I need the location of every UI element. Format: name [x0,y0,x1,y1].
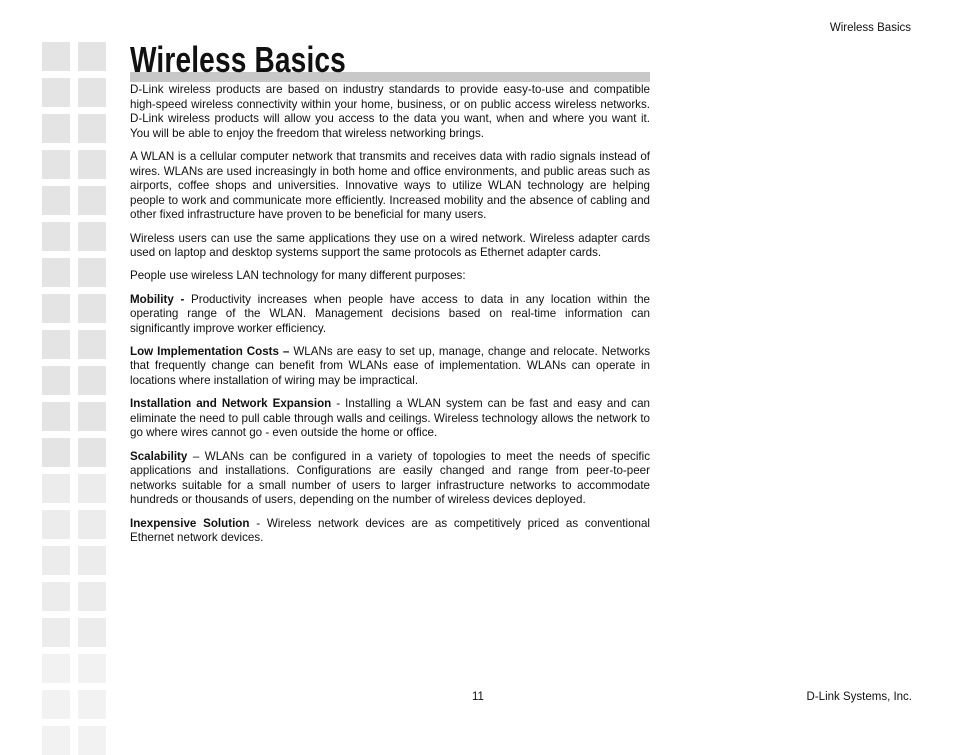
benefit-text: - Installing a WLAN system can be fast and easy and can eliminate the need to pull cable through walls and ceilings. Wireless technology allows the network to go where wires cannot go - even outside the home or office. [130,397,650,440]
decor-square [42,438,70,467]
paragraph-users: Wireless users can use the same applications they use on a wired network. Wireless adapter cards used on laptop and desktop systems support the same protocols as Ethernet adapter cards. [130,231,650,260]
decor-square [78,258,106,287]
decor-square [42,654,70,683]
decor-square [78,546,106,575]
decor-square [78,114,106,143]
decor-square [42,222,70,251]
decor-square [42,114,70,143]
decor-square [78,78,106,107]
benefit-term: Mobility - [130,292,185,306]
decor-square [42,618,70,647]
decor-square [42,690,70,719]
benefit-text: – WLANs can be configured in a variety of topologies to meet the needs of specific applications and installations. Configurations are easily changed and range from peer-to-peer networks suitable for a small number of users to larger infrastructure networks to accommodate hundreds or thousands of users, depending on the number of wireless devices deployed. [130,449,650,507]
title-block [130,40,650,82]
paragraph-intro: D-Link wireless products are based on industry standards to provide easy-to-use and compatible high-speed wireless connectivity within your home, business, or on public access wireless networks. D-Link wireless products will allow you access to the data you want, when and where you want it. You will be able to enjoy the freedom that wireless networking brings. [130,83,650,140]
decor-square [78,618,106,647]
decor-square [78,150,106,179]
decorative-side-squares [42,42,108,712]
decor-square [78,654,106,683]
body-text [130,83,650,554]
decor-square [42,510,70,539]
benefit-text: Productivity increases when people have access to data in any location within the operating range of the WLAN. Management decisions based on real-time information can significantly improve worker efficiency. [130,292,650,335]
decor-square [42,366,70,395]
decor-square [42,186,70,215]
benefit-term: Inexpensive Solution [130,516,250,530]
section-header: Wireless Basics [829,22,911,34]
benefit-term: Installation and Network Expansion [130,397,332,411]
decor-square [42,294,70,323]
decor-square [42,546,70,575]
decor-square [78,402,106,431]
benefit-installation [130,397,650,441]
decor-square [78,510,106,539]
decor-square [78,294,106,323]
benefit-scalability [130,450,650,508]
decor-square [42,726,70,755]
page-title: Wireless Basics [130,39,346,80]
decor-square [42,78,70,107]
decor-square [78,690,106,719]
decor-square [78,474,106,503]
decor-square [78,42,106,71]
decor-square [78,726,106,755]
decor-square [78,438,106,467]
benefit-term: Low Implementation Costs – [130,344,290,358]
decor-square [42,258,70,287]
decor-square [42,582,70,611]
decor-square [78,582,106,611]
benefit-text: WLANs are easy to set up, manage, change and relocate. Networks that frequently change can benefit from WLANs ease of implementation. WLANs can operate in locations where installation of wiring may be impractical. [130,344,650,388]
paragraph-purposes: People use wireless LAN technology for many different purposes: [130,269,466,283]
decor-square [78,222,106,251]
page-number: 11 [472,691,484,703]
decor-square [42,42,70,71]
footer-company: D-Link Systems, Inc. [806,691,912,703]
decor-square [42,474,70,503]
decor-square [42,150,70,179]
decor-square [42,402,70,431]
benefit-inexpensive [130,517,650,546]
decor-square [78,186,106,215]
paragraph-wlan: A WLAN is a cellular computer network that transmits and receives data with radio signals instead of wires. WLANs are used increasingly in both home and office environments, and public areas such as airports, coffee shops and universities. Innovative ways to utilize WLAN technology are helping people to work and communicate more efficiently. Increased mobility and the absence of cabling and other fixed infrastructure have proven to be beneficial for many users. [130,149,650,222]
decor-square [78,366,106,395]
decor-square [78,330,106,359]
benefit-term: Scalability [130,449,188,463]
benefit-text: - Wireless network devices are as competitively priced as conventional Ethernet network devices. [130,516,650,545]
benefit-low-cost [130,345,650,389]
benefit-mobility [130,293,650,337]
decor-square [42,330,70,359]
